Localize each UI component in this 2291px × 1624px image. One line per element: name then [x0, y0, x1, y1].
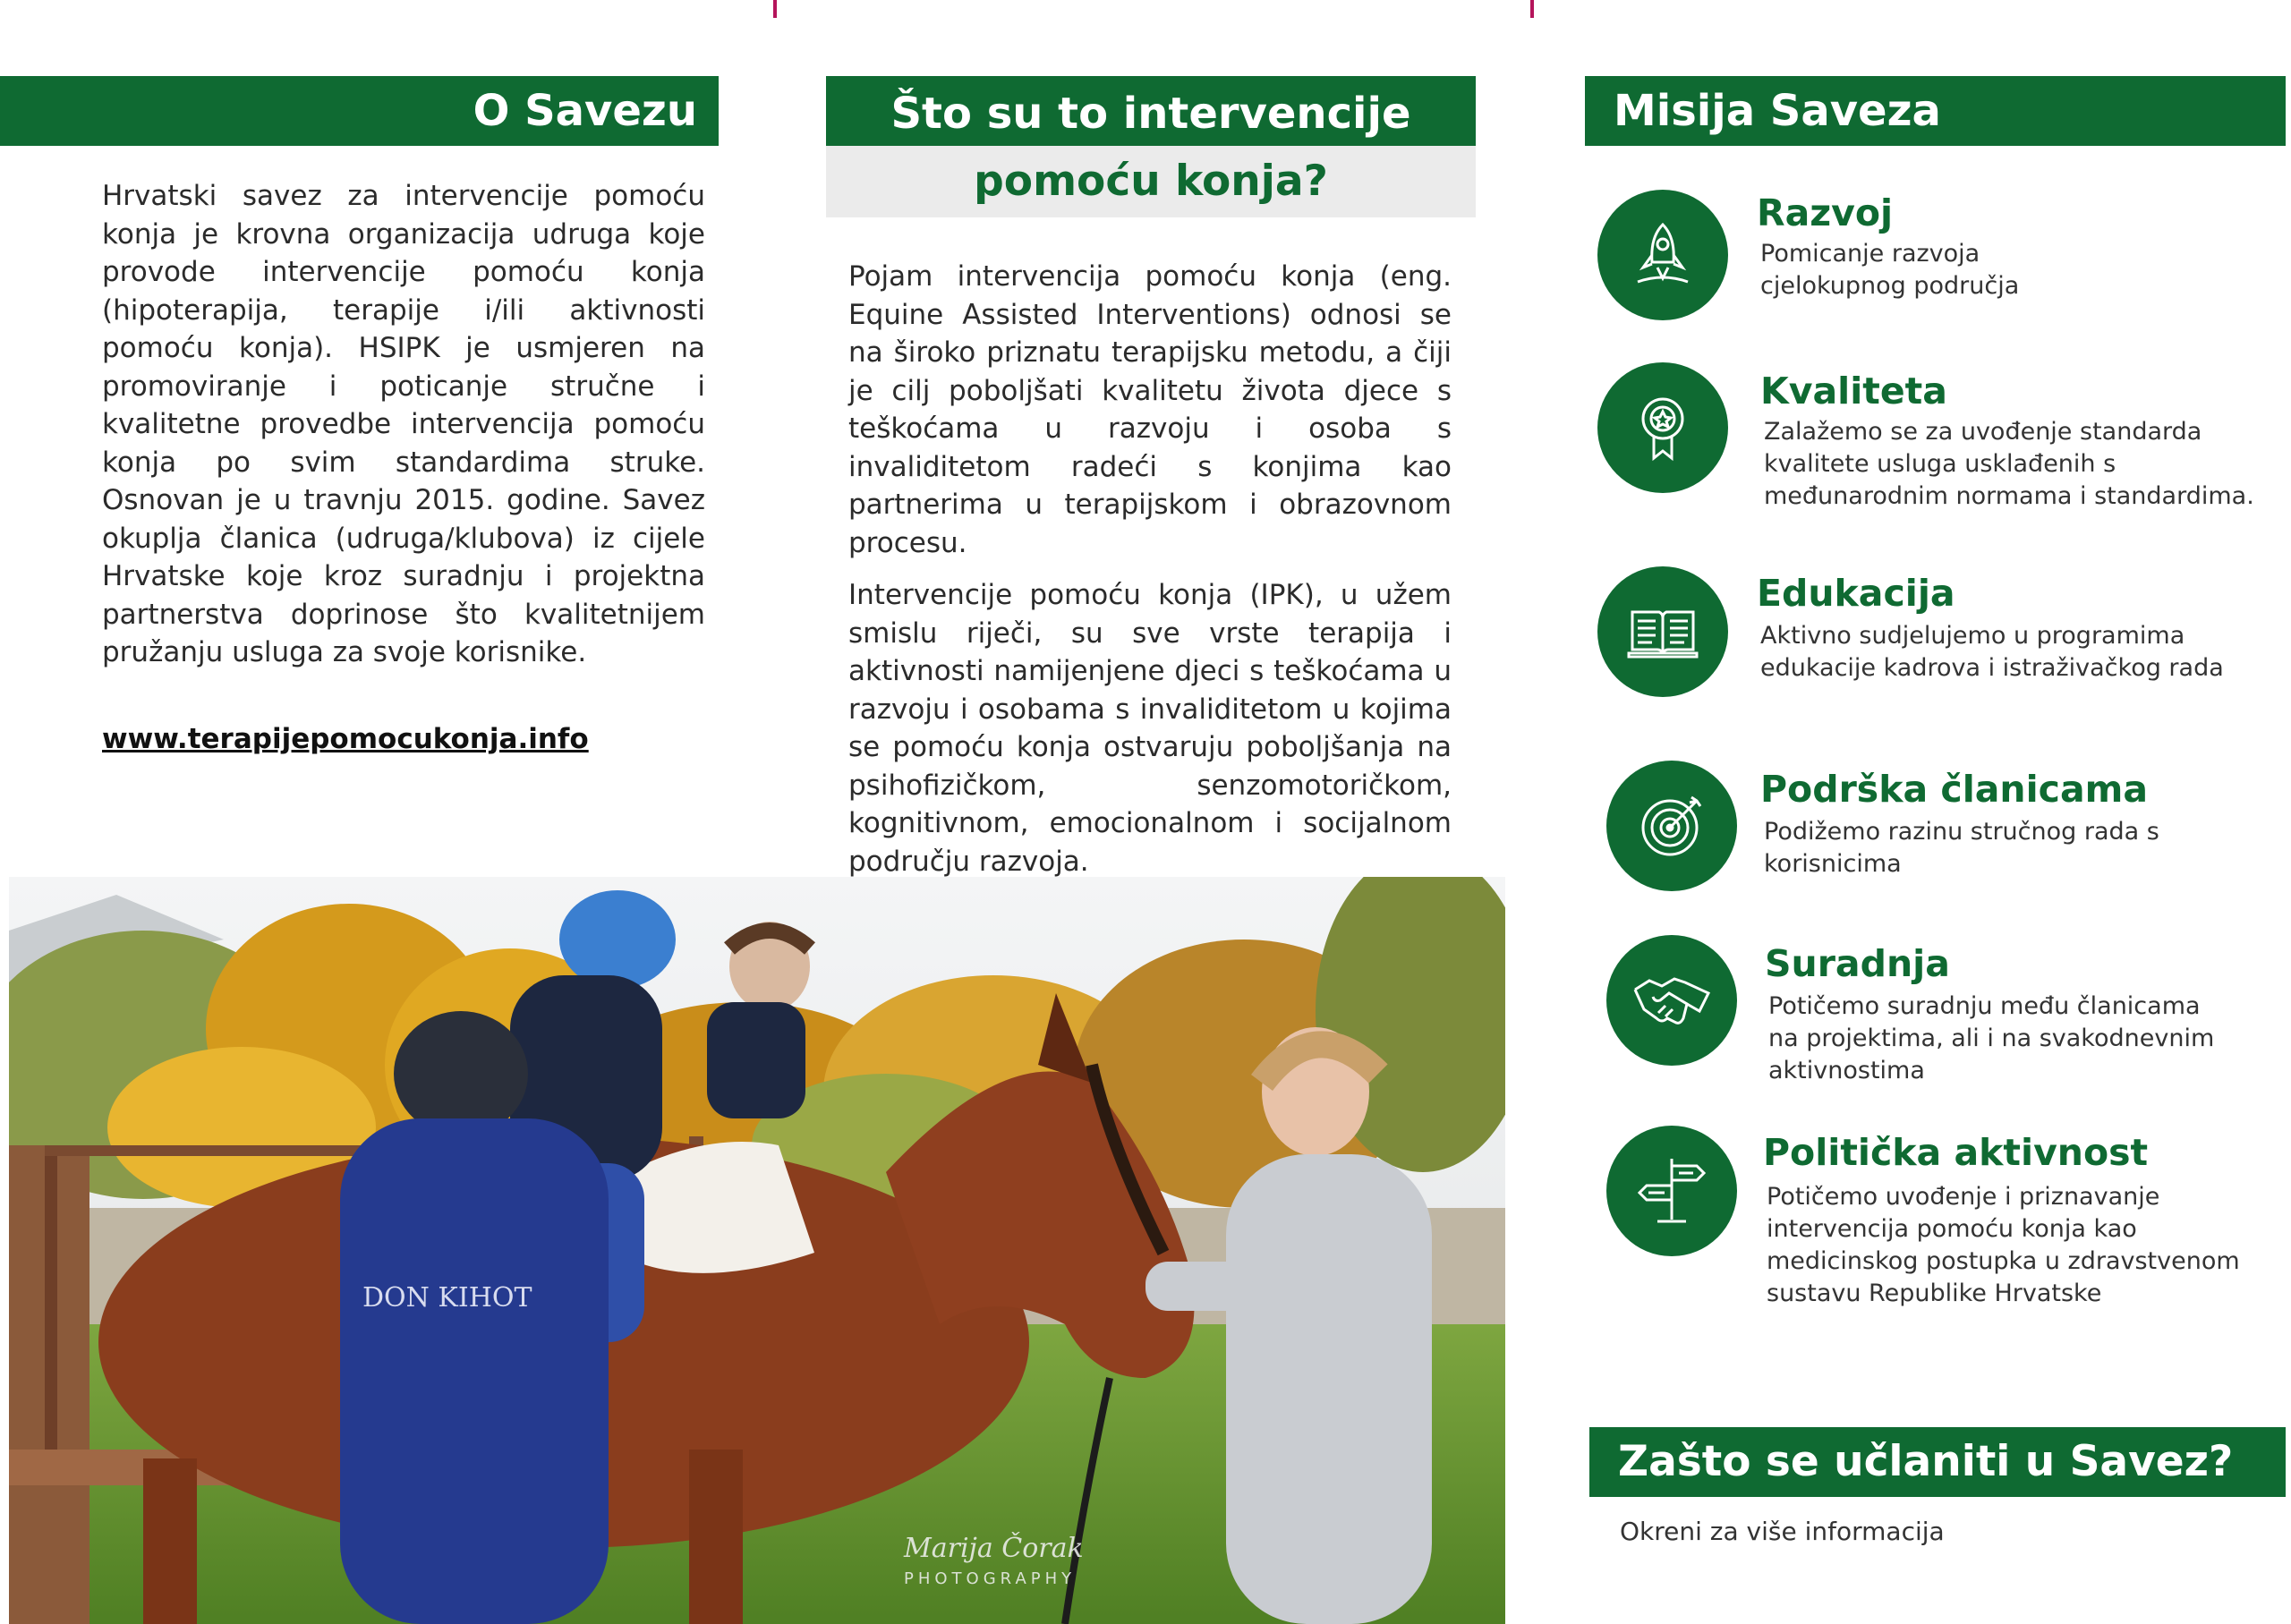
website-link[interactable]: www.terapijepomocukonja.info [102, 723, 589, 755]
signpost-icon [1606, 1126, 1737, 1256]
mission-title-suradnja: Suradnja [1765, 942, 1950, 985]
mission-title-kvaliteta: Kvaliteta [1760, 370, 1947, 412]
intervencije-paragraph-2: Intervencije pomoću konja (IPK), u užem smislu riječi, su sve vrste terapija i aktivnosti namijenjene djeci s teškoćama u razvoju i osobama s invaliditetom u kojima se pomoću konja ostvaruju poboljšanja na psihofizičkom, senzomotoričkom, kognitivnom, emocionalnom i socijalnom području razvoja. [848, 579, 1452, 878]
mission-desc-razvoj: Pomicanje razvoja cjelokupnog područja [1760, 240, 2020, 300]
turn-over-note: Okreni za više informacija [1620, 1517, 1945, 1546]
section-title-zasto [1589, 1427, 2286, 1497]
intervencije-paragraph-1: Pojam intervencija pomoću konja (eng. Equine Assisted Interventions) odnosi se na široko priznatu terapijsku metodu, a čiji je cilj poboljšati kvalitetu života djece s teškoćama u razvoju i osoba s invaliditetom radeći s konjima kao partnerima u terapijskom i obrazovnom procesu. [848, 260, 1452, 559]
mission-title-razvoj: Razvoj [1757, 191, 1894, 234]
mission-title-podrska: Podrška članicama [1760, 768, 2149, 811]
photo-watermark-label: PHOTOGRAPHY [904, 1569, 1077, 1588]
handshake-icon [1606, 935, 1737, 1066]
jacket-text: DON KIHOT [362, 1282, 532, 1314]
section-subtitle-intervencije [826, 146, 1476, 217]
section-title-o-savezu [0, 76, 719, 146]
hippotherapy-photo [9, 877, 1505, 1624]
mission-desc-suradnja: Potičemo suradnju među članicama na projektima, ali i na svakodnevnim aktivnostima [1768, 992, 2215, 1084]
o-savezu-title: O Savezu [473, 86, 697, 136]
mission-title-politicka: Politička aktivnost [1763, 1131, 2149, 1174]
o-savezu-paragraph: Hrvatski savez za intervencije pomoću konja je krovna organizacija udruga koje provode intervencije pomoću konja (hipoterapija, terapije i/ili aktivnosti pomoću konja). HSIPK je usmjeren na promoviranje i poticanje stručne i kvalitetne provedbe intervencija pomoću konja po svim standardima struke. Osnovan je u travnju 2015. godine. Savez okuplja članica (udruga/klubova) iz cijele Hrvatske koje kroz suradnju i projektna partnerstva doprinose što kvalitetnijem pružanju usluga za svoje korisnike. [102, 180, 705, 668]
open-book-icon [1597, 566, 1728, 697]
section-title-misija [1585, 76, 2286, 146]
mission-desc-edukacija: Aktivno sudjelujemo u programima edukacije kadrova i istraživačkog rada [1760, 622, 2224, 682]
mission-title-edukacija: Edukacija [1757, 572, 1955, 615]
intervencije-text [848, 258, 1452, 895]
fold-mark-left [773, 0, 777, 18]
rocket-icon [1597, 190, 1728, 320]
photo-watermark-name: Marija Čorak [904, 1533, 1084, 1564]
intervencije-title-line1: Što su to intervencije [890, 89, 1411, 139]
mission-desc-politicka: Potičemo uvođenje i priznavanje intervencija pomoću konja kao medicinskog postupka u zdravstvenom sustavu Republike Hrvatske [1767, 1183, 2240, 1307]
misija-title: Misija Saveza [1614, 86, 1941, 136]
section-title-intervencije [826, 76, 1476, 146]
photo-scene [9, 877, 1505, 1624]
target-icon [1606, 761, 1737, 891]
fold-mark-right [1530, 0, 1534, 18]
award-ribbon-icon [1597, 362, 1728, 493]
mission-desc-podrska: Podižemo razinu stručnog rada s korisnicima [1764, 818, 2159, 878]
intervencije-title-line2: pomoću konja? [974, 157, 1328, 206]
mission-desc-kvaliteta: Zalažemo se za uvođenje standarda kvalitete usluga usklađenih s međunarodnim normama i standardima. [1764, 418, 2254, 510]
zasto-title: Zašto se učlaniti u Savez? [1618, 1437, 2234, 1486]
